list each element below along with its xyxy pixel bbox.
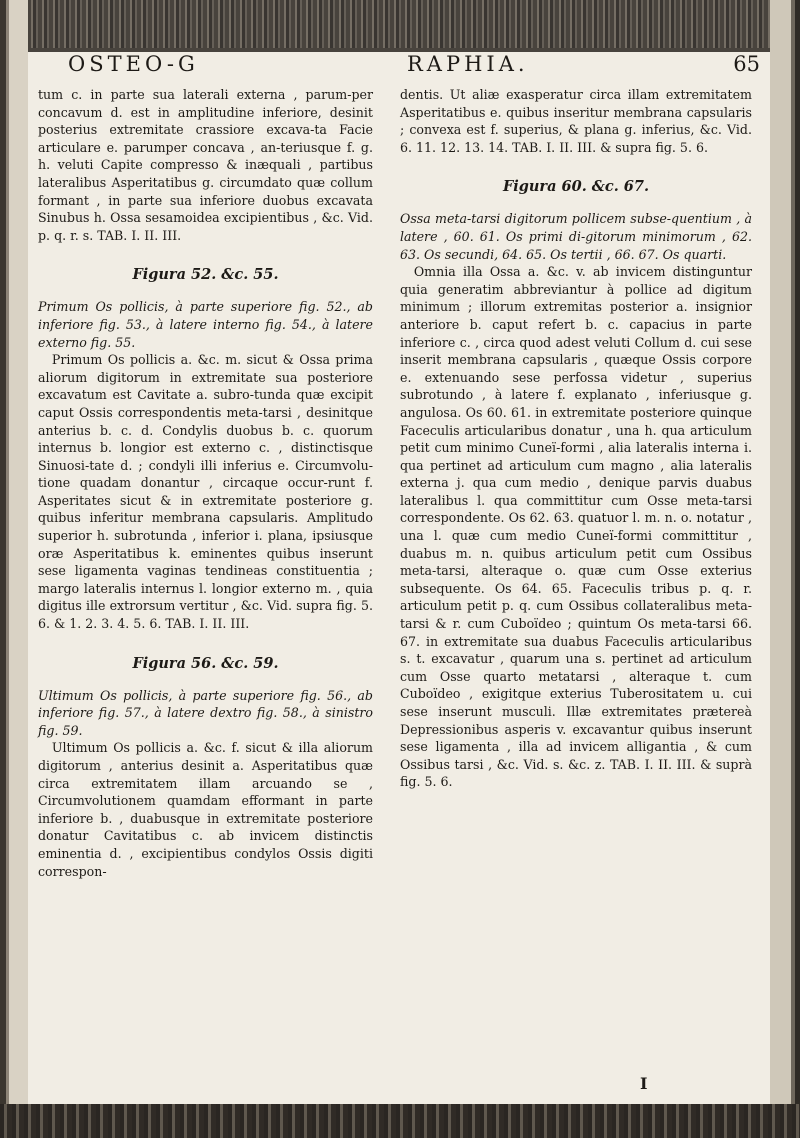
right-paragraph-2: Omnia illa Ossa a. &c. v. ab invicem distinguntur quia generatim abbreviantur à pollice ad digitum minimum ; illorum extremitas posterior a. insignior anteriore b. caput refert b. c. capacius in parte inferiore c. , circa quod adest veluti Collum d. cui sese inserit membrana capsularis , quæque Ossis corpore e. extenuando sese perfossa videtur , superius subrotundo , à latere f. explanato , inferiusque g. angulosa. Os 60. 61. in extremitate posteriore quinque Faceculis articularibus donatur , una h. qua articulum petit cum minimo Cuneï-formi , alia lateralis interna i. qua pertinet ad articulum cum magno , alia lateralis externa j. qua cum medio , denique parvis duabus lateralibus l. qua committitur cum Osse meta-tarsi correspondente. Os 62. 63. quatuor l. m. n. o. notatur , una l. quæ cum medio Cuneï-formi committitur , duabus m. n. quibus articulum petit cum Ossibus meta-tarsi, alteraque o. quæ cum Osse exterius subsequente. Os 64. 65. Faceculis tribus p. q. r. articulum petit p. q. cum Ossibus collateralibus meta-tarsi & r. cum Cuboïdeo ; quintum Os meta-tarsi 66. 67. in extremitate sua duabus Faceculis articularibus s. t. excavatur , quarum una s. pertinet ad articulum cum Osse quarto metatarsi , alteraque t. cum Cuboïdeo , exigitque exterius Tuberositatem u. cui sese inserunt musculi. Illæ extremitates prætereà Depressionibus asperis v. excavantur quibus inserunt sese ligamenta , illa ad invicem alligantia , & cum Ossibus tarsi , &c. Vid. s. &c. z. TAB. I. II. III. & suprà fig. 5. 6. <box>400 264 752 790</box>
page-number: 65 <box>733 52 760 76</box>
page-top-edge <box>0 0 800 48</box>
left-column <box>38 86 373 880</box>
left-figure-caption-1: Primum Os pollicis, à parte superiore fig. 52., ab inferiore fig. 53., à latere interno fig. 54., à latere externo fig. 55. <box>38 299 373 350</box>
left-paragraph-2: Primum Os pollicis a. &c. m. sicut & Ossa prima aliorum digitorum in extremitate sua posteriore excavatum est Cavitate a. subro-tunda quæ excipit caput Ossis correspondentis meta-tarsi , desinitque anterius b. c. d. Condylis duobus b. c. quorum internus b. longior est externo c. , distinctisque Sinuosi-tate d. ; condyli illi inferius e. Circumvolu-tione quadam donantur , circaque occur-runt f. Asperitates sicut & in extremitate posteriore g. quibus inferitur membrana capsularis. Amplitudo superior h. subrotunda , inferior i. plana, ipsiusque oræ Asperitatibus k. eminentes quibus inserunt sese ligamenta vaginas tendineas constituentia ; margo lateralis internus l. longior externo m. , quia digitus ille extrorsum vertitur , &c. Vid. supra fig. 5. 6. & 1. 2. 3. 4. 5. 6. TAB. I. II. III. <box>38 352 373 632</box>
left-paragraph-3: Ultimum Os pollicis a. &c. f. sicut & illa aliorum digitorum , anterius desinit a. Asperitatibus quæ circa extremitatem illam arcuando se , Circumvolutionem quamdam efformant in parte inferiore b. , duabusque in extremitate posteriore donatur Cavitatibus c. ab invicem distinctis eminentia d. , excipientibus condylos Ossis digiti correspon- <box>38 740 373 879</box>
right-paragraph-1: dentis. Ut aliæ exasperatur circa illam extremitatem Asperitatibus e. quibus inseritur membrana capsularis ; convexa est f. superius, & plana g. inferius, &c. Vid. 6. 11. 12. 13. 14. TAB. I. II. III. & supra fig. 5. 6. <box>400 87 752 155</box>
left-paragraph-1: tum c. in parte sua laterali externa , parum-per concavum d. est in amplitudine inferiore, desinit posterius extremitate crassiore excava-ta Facie articulare e. parumper concava , an-teriusque f. g. h. veluti Capite compresso & inæquali , partibus lateralibus Asperitatibus g. circumdato quæ collum formant , in parte sua inferiore duobus excavata Sinubus h. Ossa sesamoidea excipientibus , &c. Vid. p. q. r. s. TAB. I. II. III. <box>38 87 373 243</box>
right-figure-caption-1: Ossa meta-tarsi digitorum pollicem subse-quentium , à latere , 60. 61. Os primi di-gitorum minimorum , 62. 63. Os secundi, 64. 65. Os tertii , 66. 67. Os quarti. <box>400 211 752 262</box>
running-title-left: OSTEO-G <box>68 52 199 76</box>
catchword: I <box>640 1074 648 1093</box>
page-left-edge <box>0 0 28 1138</box>
running-title-right: RAPHIA. <box>407 52 529 76</box>
right-column <box>400 86 752 791</box>
left-figure-heading-2: Figura 56. &c. 59. <box>132 654 279 672</box>
running-header <box>40 52 760 82</box>
right-figure-heading-1: Figura 60. &c. 67. <box>502 178 650 196</box>
left-figure-caption-2: Ultimum Os pollicis, à parte superiore fig. 56., ab inferiore fig. 57., à latere dextro fig. 58., à sinistro fig. 59. <box>38 687 373 738</box>
page-right-edge <box>770 0 800 1138</box>
page-bottom-edge <box>0 1104 800 1138</box>
left-figure-heading-1: Figura 52. &c. 55. <box>132 266 279 284</box>
